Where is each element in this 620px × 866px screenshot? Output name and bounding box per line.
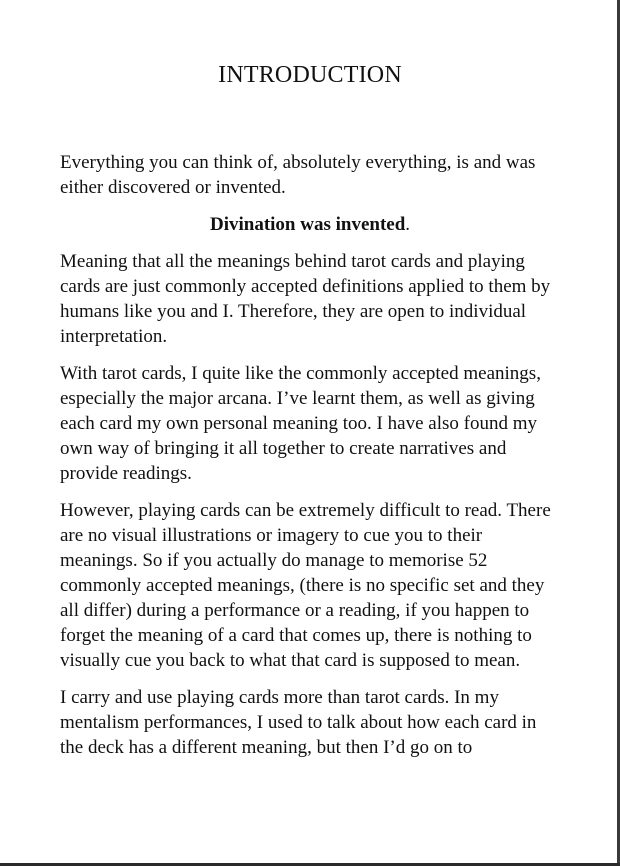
chapter-title: INTRODUCTION bbox=[218, 62, 402, 88]
body-text bbox=[60, 150, 560, 772]
statement-bold: Divination was invented bbox=[209, 214, 406, 235]
paragraph-2: Meaning that all the meanings behind tarot cards and playing cards are just commonly accepted definitions applied to them by humans like you and I. Therefore, they are open to individual interpretation. bbox=[60, 251, 551, 347]
paragraph-3: With tarot cards, I quite like the commonly accepted meanings, especially the major arcana. I’ve learnt them, as well as giving each card my own personal meaning too. I have also found my own way of bringing it all together to create narratives and provide readings. bbox=[60, 363, 541, 484]
statement-tail: . bbox=[405, 214, 411, 235]
statement-line bbox=[60, 212, 560, 237]
paragraph-1: Everything you can think of, absolutely everything, is and was either discovered or invented. bbox=[60, 152, 536, 198]
paragraph-4: However, playing cards can be extremely difficult to read. There are no visual illustrations or imagery to cue you to their meanings. So if you actually do manage to memorise 52 commonly accepted meanings, (there is no specific set and they all differ) during a performance or a reading, if you happen to forget the meaning of a card that comes up, there is nothing to visually cue you back to what that card is supposed to mean. bbox=[60, 500, 551, 671]
paragraph-5: I carry and use playing cards more than tarot cards. In my mentalism performances, I used to talk about how each card in the deck has a different meaning, but then I’d go on to bbox=[60, 687, 537, 758]
